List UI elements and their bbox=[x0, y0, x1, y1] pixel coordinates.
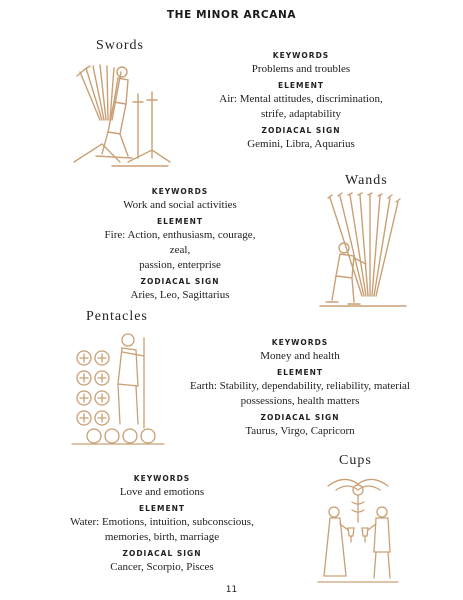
suit-title-swords: Swords bbox=[96, 38, 145, 53]
wands-card-illustration bbox=[318, 192, 408, 312]
pentacles-element-line1: Earth: Stability, dependability, reliability, material bbox=[190, 380, 410, 392]
cups-keywords: Love and emotions bbox=[119, 486, 205, 498]
cups-card-illustration bbox=[316, 472, 400, 588]
suit-title-pentacles: Pentacles bbox=[86, 309, 148, 324]
page-title: THE MINOR ARCANA bbox=[166, 9, 297, 21]
cups-element-line2: memories, birth, marriage bbox=[104, 531, 220, 543]
cups-element-label: ELEMENT bbox=[138, 504, 185, 513]
pentacles-card-illustration bbox=[70, 328, 166, 450]
pentacles-element-line2: possessions, health matters bbox=[240, 395, 360, 407]
swords-keywords: Problems and troubles bbox=[251, 63, 351, 75]
cups-zodiac: Cancer, Scorpio, Pisces bbox=[110, 561, 214, 573]
cups-info bbox=[62, 470, 262, 575]
wands-element-label: ELEMENT bbox=[156, 217, 203, 226]
suit-title-cups: Cups bbox=[339, 453, 372, 468]
cups-keywords-label: KEYWORDS bbox=[133, 474, 191, 483]
wands-keywords-label: KEYWORDS bbox=[151, 187, 209, 196]
wands-info bbox=[97, 183, 263, 303]
pentacles-zodiac: Taurus, Virgo, Capricorn bbox=[245, 425, 355, 437]
swords-info bbox=[218, 47, 384, 152]
pentacles-info bbox=[180, 334, 420, 439]
swords-element-line2: strife, adaptability bbox=[260, 108, 342, 120]
swords-element-label: ELEMENT bbox=[277, 81, 324, 90]
wands-zodiac-label: ZODIACAL SIGN bbox=[140, 277, 220, 286]
wands-keywords: Work and social activities bbox=[123, 199, 237, 211]
suit-title-wands: Wands bbox=[345, 173, 388, 188]
pentacles-keywords: Money and health bbox=[260, 350, 340, 362]
cups-zodiac-label: ZODIACAL SIGN bbox=[122, 549, 202, 558]
swords-card-illustration bbox=[72, 58, 172, 170]
wands-element-line1: Fire: Action, enthusiasm, courage, zeal, bbox=[104, 229, 256, 256]
pentacles-keywords-label: KEYWORDS bbox=[271, 338, 329, 347]
swords-zodiac: Gemini, Libra, Aquarius bbox=[247, 138, 355, 150]
wands-zodiac: Aries, Leo, Sagittarius bbox=[130, 289, 230, 301]
cups-element-line1: Water: Emotions, intuition, subconscious, bbox=[70, 516, 254, 528]
swords-zodiac-label: ZODIACAL SIGN bbox=[261, 126, 341, 135]
swords-keywords-label: KEYWORDS bbox=[272, 51, 330, 60]
page-number: 11 bbox=[225, 585, 238, 595]
pentacles-zodiac-label: ZODIACAL SIGN bbox=[260, 413, 340, 422]
swords-element-line1: Air: Mental attitudes, discrimination, bbox=[219, 93, 383, 105]
pentacles-element-label: ELEMENT bbox=[276, 368, 323, 377]
wands-element-line2: passion, enterprise bbox=[139, 259, 221, 271]
